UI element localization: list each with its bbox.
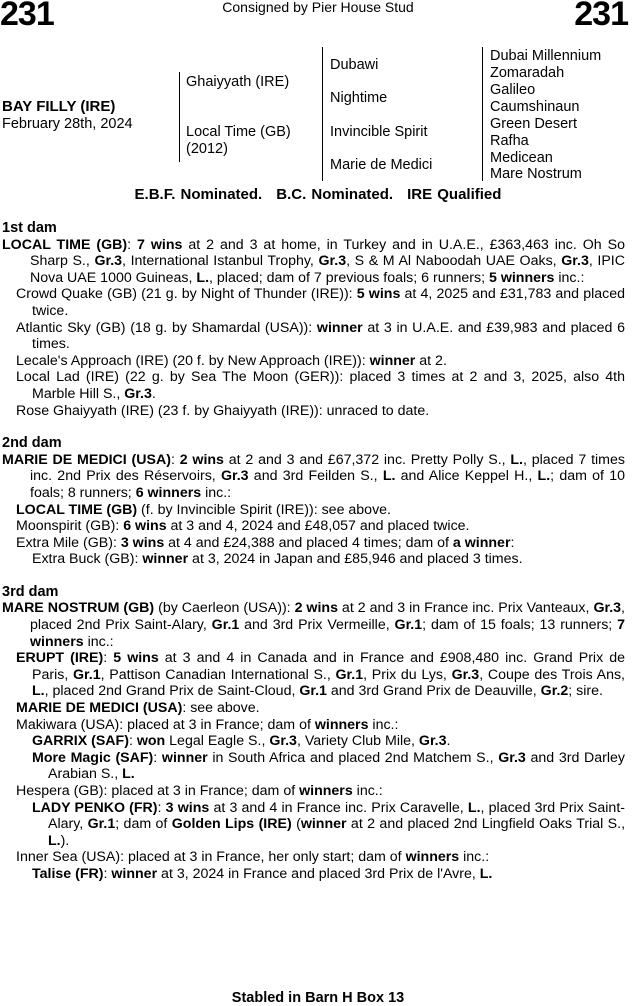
gen3-3: Galileo xyxy=(490,82,536,98)
progeny-entry: Makiwara (USA): placed at 3 in France; dam of winners inc.: xyxy=(16,716,399,733)
gen3-1: Dubai Millennium xyxy=(490,48,602,64)
progeny-entry: MARIE DE MEDICI (USA): see above. xyxy=(16,700,260,717)
dam-dam: Marie de Medici xyxy=(330,157,433,173)
lot-number-right: 231 xyxy=(574,0,628,33)
ebf-nominated: E.B.F. Nominated. xyxy=(134,186,263,203)
horse-dob: February 28th, 2024 xyxy=(2,116,133,132)
lot-number-left: 231 xyxy=(0,0,54,33)
third-dam-heading: 3rd dam xyxy=(2,583,59,600)
sire-dam: Nightime xyxy=(330,90,388,106)
dam-sire: Invincible Spirit xyxy=(330,124,428,140)
gen3-2: Zomaradah xyxy=(490,65,565,81)
progeny-entry: ERUPT (IRE): 5 wins at 3 and 4 in Canada and in France and £908,480 inc. Grand Prix de Paris, Gr.1, Pattison Canadian International S., Gr.1, Prix du Lys, Gr.3, Coupe des Trois Ans, L., placed 2nd Grand Prix de Saint-Cloud, Gr.1 and 3rd Grand Prix de Deauville, Gr.2; sire. xyxy=(16,650,626,700)
progeny-entry: Extra Mile (GB): 3 wins at 4 and £24,388 and placed 4 times; dam of a winner: xyxy=(16,534,515,551)
progeny-entry: Rose Ghaiyyath (IRE) (23 f. by Ghaiyyath (IRE)): unraced to date. xyxy=(16,402,430,419)
consignor: Consigned by Pier House Stud xyxy=(222,0,414,15)
second-dam-entry: MARIE DE MEDICI (USA): 2 wins at 2 and 3 and £67,372 inc. Pretty Polly S., L., placed 7 times inc. 2nd Prix des Réservoirs, Gr.3 and 3rd Feilden S., L. and Alice Keppel H., L.; dam of 10 foals; 8 runners; 6 winners inc.: xyxy=(2,451,626,501)
progeny-entry: Extra Buck (GB): winner at 3, 2024 in Japan and £85,946 and placed 3 times. xyxy=(32,551,523,568)
progeny-entry: Lecale's Approach (IRE) (20 f. by New Approach (IRE)): winner at 2. xyxy=(16,352,447,369)
first-dam-entry: LOCAL TIME (GB): 7 wins at 2 and 3 at home, in Turkey and in U.A.E., £363,463 inc. Oh So Sharp S., Gr.3, International Istanbul Trophy, Gr.3, S & M Al Naboodah UAE Oaks, Gr.3, IPIC Nova UAE 1000 Guineas, L., placed; dam of 7 previous foals; 6 runners; 5 winners inc.: xyxy=(2,236,625,286)
progeny-entry: GARRIX (SAF): won Legal Eagle S., Gr.3, Variety Club Mile, Gr.3. xyxy=(32,733,451,750)
bc-nominated: B.C. Nominated. xyxy=(276,186,394,203)
first-dam-heading: 1st dam xyxy=(2,220,57,236)
catalogue-body xyxy=(2,220,625,883)
nominations xyxy=(0,186,636,203)
stabling-info: Stabled in Barn H Box 13 xyxy=(231,990,405,1006)
third-dam-entry: MARE NOSTRUM (GB) (by Caerleon (USA)): 2 wins at 2 and 3 in France inc. Prix Vanteaux, Gr.3, placed 2nd Prix Saint-Alary, Gr.1 and 3rd Prix Vermeille, Gr.1; dam of 15 foals; 13 runners; 7 winners inc.: xyxy=(2,600,626,650)
progeny-entry: LOCAL TIME (GB) (f. by Invincible Spirit (IRE)): see above. xyxy=(16,501,392,518)
progeny-entry: Hespera (GB): placed at 3 in France; dam of winners inc.: xyxy=(16,783,383,799)
dam-year: (2012) xyxy=(186,141,228,157)
sire-sire: Dubawi xyxy=(330,57,379,73)
progeny-entry: Crowd Quake (GB) (21 g. by Night of Thunder (IRE)): 5 wins at 4, 2025 and £31,783 and placed twice. xyxy=(16,286,625,319)
gen3-8: Mare Nostrum xyxy=(490,166,582,182)
gen3-6: Rafha xyxy=(490,133,529,149)
progeny-entry: Inner Sea (USA): placed at 3 in France, her only start; dam of winners inc.: xyxy=(16,849,490,866)
horse-name: BAY FILLY (IRE) xyxy=(2,98,116,115)
progeny-entry: LADY PENKO (FR): 3 wins at 3 and 4 in France inc. Prix Caravelle, L., placed 3rd Prix Saint-Alary, Gr.1; dam of Golden Lips (IRE) (winner at 2 and placed 2nd Lingfield Oaks Trial S., L.). xyxy=(32,799,626,849)
progeny-entry: Moonspirit (GB): 6 wins at 3 and 4, 2024 and £48,057 and placed twice. xyxy=(16,518,470,535)
sire: Ghaiyyath (IRE) xyxy=(186,74,290,90)
progeny-entry: More Magic (SAF): winner in South Africa and placed 2nd Matchem S., Gr.3 and 3rd Darley Arabian S., L. xyxy=(32,749,626,783)
second-dam-heading: 2nd dam xyxy=(2,435,62,452)
progeny-entry: Local Lad (IRE) (22 g. by Sea The Moon (GER)): placed 3 times at 2 and 3, 2025, also 4th Marble Hill S., Gr.3. xyxy=(16,369,625,402)
gen3-7: Medicean xyxy=(490,150,553,166)
progeny-entry: Talise (FR): winner at 3, 2024 in France and placed 3rd Prix de l'Avre, L. xyxy=(32,865,493,882)
dam: Local Time (GB) xyxy=(186,124,291,140)
progeny-entry: Atlantic Sky (GB) (18 g. by Shamardal (USA)): winner at 3 in U.A.E. and £39,983 and placed 6 times. xyxy=(16,319,625,353)
gen3-5: Green Desert xyxy=(490,116,578,132)
gen3-4: Caumshinaun xyxy=(490,99,580,115)
ire-qualified: IRE Qualified xyxy=(407,186,502,203)
